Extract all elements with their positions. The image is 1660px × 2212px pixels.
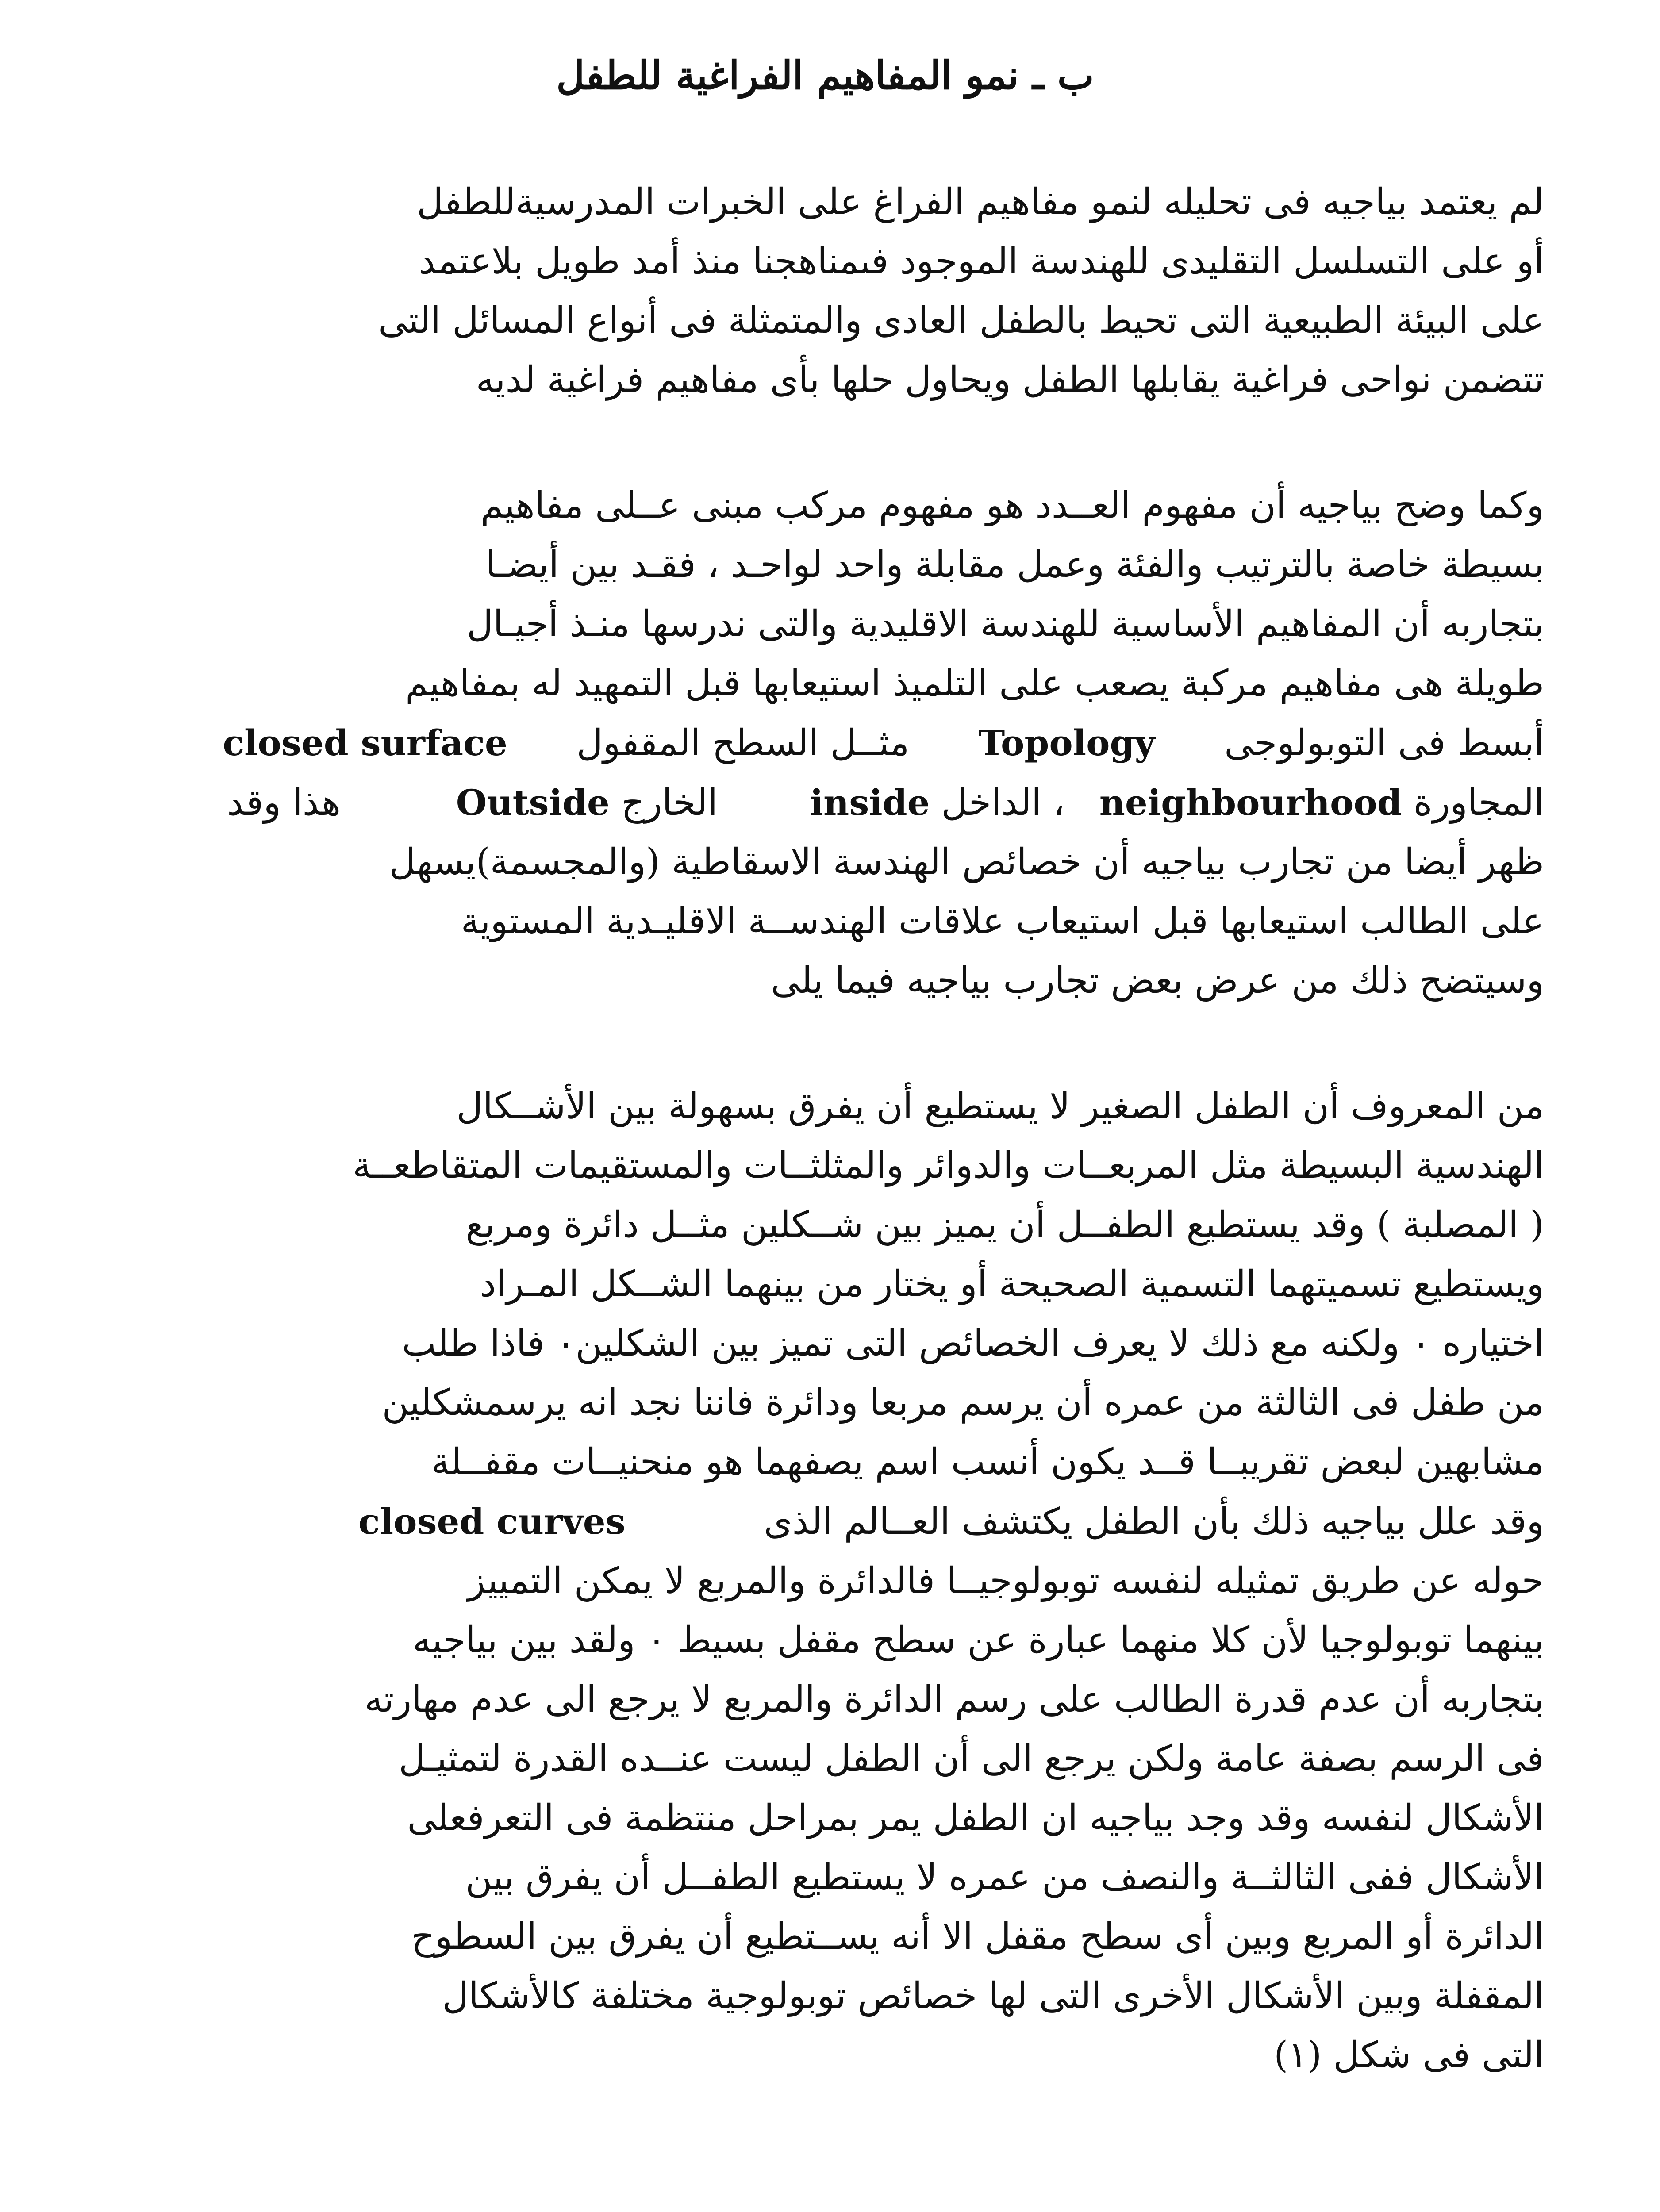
text-fragment: هذا وقد bbox=[227, 782, 341, 824]
latin-term-neighbourhood: neighbourhood bbox=[1099, 782, 1402, 823]
section-heading: ب ـ نمو المفاهيم الفراغية للطفل bbox=[556, 52, 1094, 98]
text-line: ظهر أيضا من تجارب بياجيه أن خصائص الهندسة الاسقاطية (والمجسمة)يسهل bbox=[389, 841, 1544, 883]
text-line: وكما وضح بياجيه أن مفهوم العــدد هو مفهوم مركب مبنى عــلى مفاهيم bbox=[480, 484, 1544, 526]
latin-term-closed-curves: closed curves bbox=[358, 1501, 626, 1542]
text-line-with-terms bbox=[106, 773, 1544, 833]
latin-term-closed-surface: closed surface bbox=[223, 722, 507, 764]
text-line: بسيطة خاصة بالترتيب والفئة وعمل مقابلة واحد لواحـد ، فقـد بين أيضـا bbox=[485, 544, 1544, 586]
paragraph-3 bbox=[106, 1077, 1544, 2085]
latin-term-inside: inside bbox=[810, 782, 930, 823]
text-fragment: أبسط فى التوبولوجى bbox=[1224, 722, 1544, 764]
text-line: من طفل فى الثالثة من عمره أن يرسم مربعا ودائرة فاننا نجد انه يرسمشكلين bbox=[382, 1382, 1544, 1424]
text-line-with-terms bbox=[106, 1492, 1544, 1551]
text-line: الأشكال ففى الثالثــة والنصف من عمره لا يستطيع الطفــل أن يفرق بين bbox=[465, 1856, 1544, 1898]
text-line: بينهما توبولوجيا لأن كلا منهما عبارة عن سطح مقفل بسيط ٠ ولقد بين بياجيه bbox=[412, 1619, 1544, 1661]
text-line: المقفلة وبين الأشكال الأخرى التى لها خصائص توبولوجية مختلفة كالأشكال bbox=[442, 1975, 1544, 2017]
text-line: الهندسية البسيطة مثل المربعــات والدوائر والمثلثــات والمستقيمات المتقاطعــة bbox=[353, 1144, 1544, 1187]
text-line: لم يعتمد بياجيه فى تحليله لنمو مفاهيم الفراغ على الخبرات المدرسيةللطفل bbox=[417, 181, 1544, 223]
text-line-with-terms bbox=[106, 713, 1544, 773]
text-line: الدائرة أو المربع وبين أى سطح مقفل الا أنه يســتطيع أن يفرق بين السطوح bbox=[411, 1916, 1544, 1958]
text-line: بتجاربه أن المفاهيم الأساسية للهندسة الاقليدية والتى ندرسها منـذ أجيـال bbox=[466, 603, 1544, 645]
text-line: التى فى شكل (١) bbox=[1274, 2034, 1544, 2076]
text-line: ويستطيع تسميتهما التسمية الصحيحة أو يختار من بينهما الشــكل المـراد bbox=[480, 1263, 1544, 1305]
latin-term-topology: Topology bbox=[978, 722, 1155, 764]
text-fragment: وقد علل بياجيه ذلك بأن الطفل يكتشف العــالم الذى bbox=[764, 1501, 1544, 1543]
text-line: اختياره ٠ ولكنه مع ذلك لا يعرف الخصائص التى تميز بين الشكلين٠ فاذا طلب bbox=[402, 1322, 1544, 1364]
text-line: بتجاربه أن عدم قدرة الطالب على رسم الدائرة والمربع لا يرجع الى عدم مهارته bbox=[364, 1678, 1544, 1720]
text-fragment: المجاورة bbox=[1413, 782, 1544, 824]
text-line: الأشكال لنفسه وقد وجد بياجيه ان الطفل يمر بمراحل منتظمة فى التعرفعلى bbox=[407, 1797, 1544, 1839]
text-fragment: الخارج bbox=[621, 782, 718, 824]
document-page bbox=[106, 44, 1544, 2212]
text-line: وسيتضح ذلك من عرض بعض تجارب بياجيه فيما يلى bbox=[771, 960, 1544, 1002]
latin-term-outside: Outside bbox=[456, 782, 610, 823]
text-fragment: ، الداخل bbox=[941, 782, 1065, 824]
paragraph-1 bbox=[106, 173, 1544, 410]
text-line: من المعروف أن الطفل الصغير لا يستطيع أن يفرق بسهولة بين الأشــكال bbox=[456, 1085, 1544, 1127]
text-line: حوله عن طريق تمثيله لنفسه توبولوجيــا فالدائرة والمربع لا يمكن التمييز bbox=[468, 1560, 1544, 1602]
text-line: طويلة هى مفاهيم مركبة يصعب على التلميذ استيعابها قبل التمهيد له بمفاهيم bbox=[405, 662, 1544, 704]
text-line: فى الرسم بصفة عامة ولكن يرجع الى أن الطفل ليست عنــده القدرة لتمثيـل bbox=[399, 1738, 1544, 1780]
text-line: مشابهين لبعض تقريبــا قــد يكون أنسب اسم يصفهما هو منحنيــات مقفــلة bbox=[431, 1441, 1544, 1483]
text-line: على البيئة الطبيعية التى تحيط بالطفل العادى والمتمثلة فى أنواع المسائل التى bbox=[378, 300, 1544, 342]
text-fragment: مثــل السطح المقفول bbox=[576, 722, 910, 764]
paragraph-2 bbox=[106, 476, 1544, 1010]
text-line: ( المصلبة ) وقد يستطيع الطفــل أن يميز بين شــكلين مثــل دائرة ومربع bbox=[465, 1204, 1544, 1246]
text-line: على الطالب استيعابها قبل استيعاب علاقات الهندســة الاقليـدية المستوية bbox=[461, 900, 1544, 942]
text-line: أو على التسلسل التقليدى للهندسة الموجود فىمناهجنا منذ أمد طويل بلاعتمد bbox=[419, 240, 1544, 282]
text-line: تتضمن نواحى فراغية يقابلها الطفل ويحاول حلها بأى مفاهيم فراغية لديه bbox=[476, 359, 1544, 401]
